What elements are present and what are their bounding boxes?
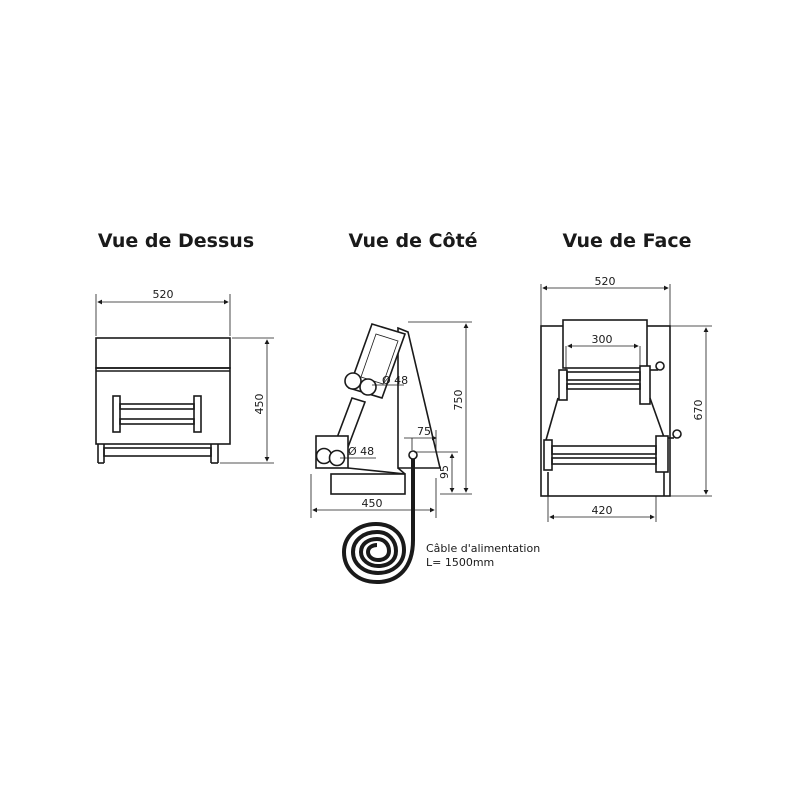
- front-lower-roller-bar-1: [552, 446, 656, 454]
- front-lower-roller-bar-2: [552, 458, 656, 464]
- front-slope-left: [546, 398, 558, 440]
- cable-label-line1: Câble d'alimentation: [426, 542, 541, 555]
- side-upper-roller-b: [360, 379, 376, 395]
- front-width-label: 520: [594, 275, 616, 288]
- front-lower-roller-end-left: [544, 440, 552, 470]
- front-lower-roller-end-right: [656, 436, 668, 472]
- top-roller-bar-1: [120, 404, 194, 409]
- side-offset-label: 75: [417, 425, 431, 438]
- top-roller-end-right: [194, 396, 201, 432]
- front-upper-roller-end-right: [640, 366, 650, 404]
- top-base-bar: [104, 448, 211, 456]
- side-view-title: Vue de Côté: [348, 230, 478, 252]
- top-view: [96, 288, 274, 463]
- side-base-label: 450: [361, 497, 383, 510]
- front-view: [541, 275, 712, 522]
- front-upper-roller-bar-1: [567, 372, 640, 380]
- cable-label-line2: L= 1500mm: [426, 556, 495, 569]
- side-dia-lower-label: Ø 48: [348, 445, 375, 458]
- top-roller-bar-2: [120, 419, 194, 424]
- top-view-title: Vue de Dessus: [97, 230, 255, 252]
- top-width-label: 520: [152, 288, 174, 301]
- cable-socket: [409, 451, 417, 459]
- side-base-link: [348, 468, 405, 474]
- front-upper-roller-bar-2: [567, 384, 640, 389]
- front-base-label: 420: [591, 504, 613, 517]
- power-cable-coil: [344, 459, 413, 582]
- front-slope-right: [650, 398, 665, 440]
- front-lower-knob: [673, 430, 681, 438]
- side-frame: [398, 328, 440, 468]
- side-view: [311, 322, 540, 582]
- top-back-panel: [96, 338, 230, 368]
- side-foot-label: 95: [438, 465, 451, 479]
- top-depth-label: 450: [253, 393, 266, 415]
- side-base: [331, 474, 405, 494]
- top-roller-end-left: [113, 396, 120, 432]
- front-view-title: Vue de Face: [562, 230, 692, 252]
- front-upper-knob: [656, 362, 664, 370]
- side-upper-roller-a: [345, 373, 361, 389]
- side-dia-upper-label: Ø 48: [382, 374, 409, 387]
- front-height-label: 670: [692, 399, 705, 421]
- front-roller-label: 300: [591, 333, 613, 346]
- front-upper-roller-end-left: [559, 370, 567, 400]
- side-height-label: 750: [452, 389, 465, 411]
